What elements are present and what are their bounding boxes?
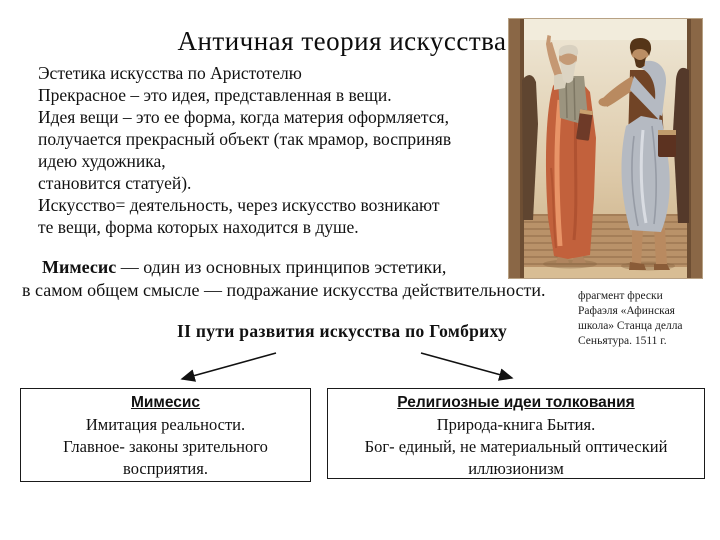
box-line: восприятия. <box>123 459 208 478</box>
body-line: те вещи, форма которых находится в душе. <box>38 217 359 237</box>
school-of-athens-fresco <box>508 18 703 279</box>
caption-line: школа» Станца делла <box>578 320 683 332</box>
mimesis-paragraph <box>42 256 446 278</box>
body-line: Эстетика искусства по Аристотелю <box>38 63 302 83</box>
body-text <box>38 62 508 238</box>
religious-box-title: Религиозные идеи толкования <box>397 394 635 411</box>
body-line: идею художника, <box>38 151 166 171</box>
religious-ideas-box <box>327 388 705 479</box>
mimesis-definition: — один из основных принципов эстетики, <box>116 257 447 277</box>
gombrich-heading: II пути развития искусства по Гомбриху <box>177 321 507 341</box>
box-line: Бог- единый, не материальный оптический <box>364 437 668 456</box>
body-line: получается прекрасный объект (так мрамор, восприняв <box>38 129 452 149</box>
fresco-caption <box>578 289 708 349</box>
mimesis-term: Мимесис <box>42 257 117 277</box>
branch-arrows <box>0 345 720 389</box>
box-line: Главное- законы зрительного <box>63 437 268 456</box>
caption-line: фрагмент фрески <box>578 290 663 302</box>
mimesis-box-title: Мимесис <box>130 394 201 411</box>
mimesis-paragraph-line2: в самом общем смысле — подражание искусства действительности. <box>22 280 546 300</box>
slide-title: Античная теория искусства <box>177 26 507 56</box>
body-line: Прекрасное – это идея, представленная в вещи. <box>38 85 392 105</box>
caption-line: Рафаэля «Афинская <box>578 305 675 317</box>
body-line: становится статуей). <box>38 173 192 193</box>
box-line: Природа-книга Бытия. <box>436 415 596 434</box>
box-line: Имитация реальности. <box>85 415 246 434</box>
box-line: иллюзионизм <box>468 459 564 478</box>
body-line: Идея вещи – это ее форма, когда материя оформляется, <box>38 107 449 127</box>
fresco-image <box>508 18 703 279</box>
arrow-left <box>182 353 276 379</box>
caption-line: Сеньятура. 1511 г. <box>578 335 667 347</box>
body-line: Искусство= деятельность, через искусство возникают <box>38 195 440 215</box>
arrow-right <box>421 353 512 378</box>
mimesis-box <box>20 388 311 482</box>
